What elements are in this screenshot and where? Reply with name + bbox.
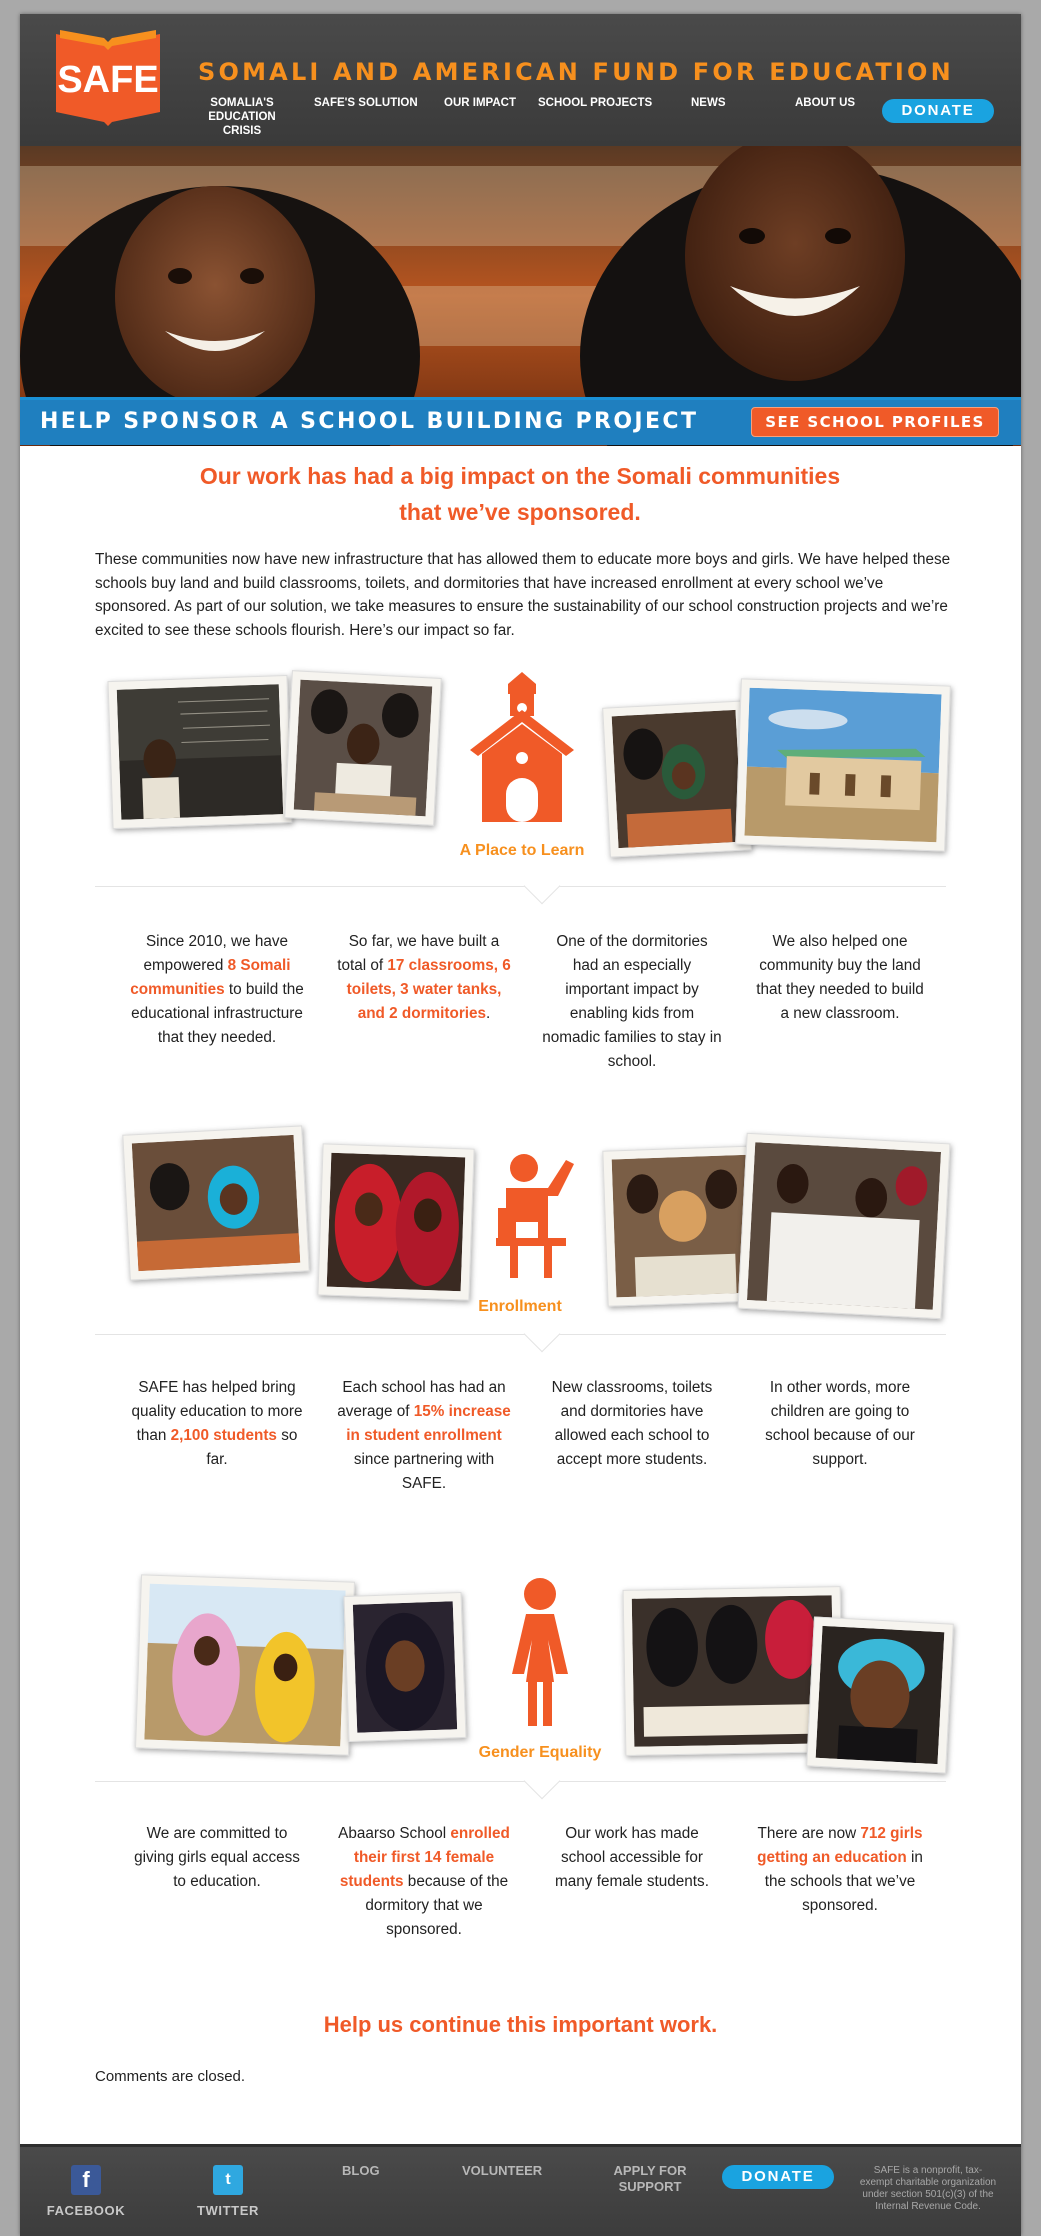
photo-girl-raising-hand [602,700,752,857]
section-divider [95,1781,946,1782]
photo-students-desks [284,670,442,826]
photo-girl-portrait [343,1592,466,1742]
highlight-text: 2,100 students [170,1427,277,1444]
headline-line-1: Our work has had a big impact on the Somali communities [199,463,841,489]
footer-nonprofit-note: SAFE is a nonprofit, tax-exempt charitable organization under section 501(c)(3) of the Internal Revenue Code. [859,2165,997,2212]
section-label-gender-equality: Gender Equality [478,1744,602,1761]
impact-stat-land: We also helped one community buy the land that they needed to build a new classroom. [756,933,924,1022]
nav-safes-solution[interactable] [314,96,418,110]
nav-label: OUR IMPACT [444,97,516,109]
page [20,14,1021,2236]
photo-girl-smiling-blue-hijab [806,1616,954,1773]
impact-headline [110,458,930,530]
logo-text: SAFE [57,59,159,101]
footer-twitter-label: TWITTER [197,2203,259,2218]
safe-logo[interactable] [46,26,170,126]
nav-label: SOMALIA'S EDUCATION CRISIS [208,97,276,137]
impact-stat-buildings: So far, we have built a total of 17 classrooms, 6 toilets, 3 water tanks, and 2 dormitories. [337,933,511,1022]
impact-stat-dormitories: One of the dormitories had an especially important impact by enabling kids from nomadic families to stay in school. [542,933,722,1070]
banner-text: HELP SPONSOR A SCHOOL BUILDING PROJECT [40,409,699,434]
nav-label: SAFE'S SOLUTION [314,97,418,109]
divider-notch [524,868,561,905]
site-footer [20,2144,1021,2236]
site-title: SOMALI AND AMERICAN FUND FOR EDUCATION [198,58,954,86]
section-divider [95,886,946,887]
header-donate-button[interactable]: DONATE [882,99,994,123]
nav-label: ABOUT US [795,97,856,109]
schoolhouse-icon [468,672,576,830]
student-raising-hand-icon [496,1152,576,1282]
enrollment-stat-facilities: New classrooms, toilets and dormitories have allowed each school to accept more students. [551,1379,713,1468]
nav-about-us[interactable] [795,96,855,110]
section-divider [95,1334,946,1335]
nav-our-impact[interactable] [444,96,516,110]
impact-stat-communities: Since 2010, we have empowered 8 Somali communities to build the educational infrastructure that they needed. [130,933,304,1046]
footer-donate-button[interactable]: DONATE [722,2165,834,2189]
highlight-text: 8 Somali communities [130,957,291,998]
twitter-icon: t [213,2165,243,2195]
footer-facebook-label: FACEBOOK [46,2203,126,2218]
photo-school-building [735,678,951,851]
gender-stat-accessible: Our work has made school accessible for many female students. [555,1825,709,1890]
gender-stat-girls-educated: There are now 712 girls getting an education in the schools that we’ve sponsored. [757,1825,923,1914]
enrollment-stat-more-children: In other words, more children are going to school because of our support. [765,1379,915,1468]
headline-line-2: that we’ve sponsored. [399,499,641,525]
section-label-enrollment: Enrollment [478,1298,562,1315]
comments-closed-notice: Comments are closed. [95,2068,246,2085]
divider-notch [524,1763,561,1800]
footer-facebook-link[interactable] [36,2165,136,2218]
nav-education-crisis[interactable] [196,96,288,138]
footer-volunteer-link[interactable]: VOLUNTEER [462,2163,543,2178]
photo-women-outdoors [135,1574,355,1755]
footer-twitter-link[interactable] [178,2165,278,2218]
sponsor-banner [20,397,1021,445]
footer-blog-link[interactable]: BLOG [342,2163,380,2178]
photo-chalkboard-boy [107,675,292,829]
photo-girls-red-hijab [317,1143,474,1300]
nav-label: NEWS [691,97,726,109]
facebook-icon: f [71,2165,101,2195]
nav-label: SCHOOL PROJECTS [538,97,653,109]
gender-stat-abaarso: Abaarso School enrolled their first 14 female students because of the dormitory that we sponsored. [338,1825,510,1938]
call-to-action: Help us continue this important work. [323,2012,718,2037]
enrollment-stat-increase: Each school has had an average of 15% increase in student enrollment since partnering with SAFE. [337,1379,511,1492]
photo-students-classroom [122,1125,309,1280]
footer-apply-link[interactable]: APPLY FOR SUPPORT [613,2163,687,2194]
divider-notch [524,1316,561,1353]
girl-figure-icon [496,1578,584,1728]
highlight-text: enrolled their first 14 female students [339,1825,510,1890]
photo-boys-white-shirts [738,1133,951,1319]
gender-stat-commitment: We are committed to giving girls equal access to education. [134,1825,300,1890]
see-school-profiles-button[interactable]: SEE SCHOOL PROFILES [751,407,999,437]
nav-school-projects[interactable] [538,96,652,110]
highlight-text: 17 classrooms, 6 toilets, 3 water tanks, and 2 dormitories [346,957,511,1022]
intro-paragraph: These communities now have new infrastructure that has allowed them to educate more boys and girls. We have helped these schools buy land and build classrooms, toilets, and dormitories that have increased enrollment at every school we’ve sponsored. As part of our solution, we take measures to ensure the sustainability of our school construction projects and we’re excited to see these schools flourish. Here’s our impact so far. [95,551,951,639]
highlight-text: 712 girls getting an education [757,1825,923,1866]
section-label-place-to-learn: A Place to Learn [459,842,585,859]
enrollment-stat-students: SAFE has helped bring quality education to more than 2,100 students so far. [131,1379,303,1468]
site-header [20,14,1021,146]
highlight-text: 15% increase in student enrollment [346,1403,511,1444]
nav-news[interactable] [691,96,726,110]
